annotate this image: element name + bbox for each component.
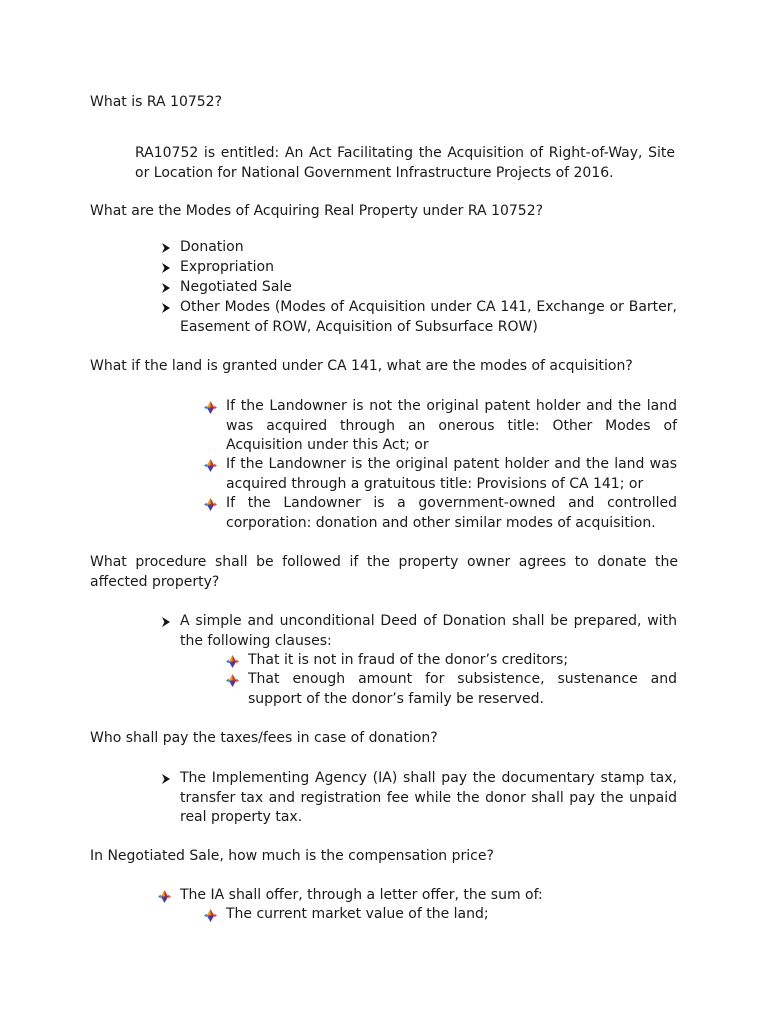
answer-ra-title: RA10752 is entitled: An Act Facilitating the Acquisition of Right-of-Way, Site or Location for National Government Infrastructure Projects of 2016. [135,145,675,181]
list-item: Expropriation [180,259,274,275]
arrow-bullet-icon [160,302,172,314]
list-item: Negotiated Sale [180,279,292,295]
arrow-bullet-icon [160,773,172,785]
diamond-bullet-icon [204,459,217,472]
question-compensation: In Negotiated Sale, how much is the compensation price? [90,848,494,864]
list-item: The IA shall offer, through a letter offer, the sum of: [180,887,543,903]
question-modes: What are the Modes of Acquiring Real Property under RA 10752? [90,203,544,219]
question-donation-procedure: What procedure shall be followed if the property owner agrees to donate the affected property? [90,554,678,590]
diamond-bullet-icon [226,674,239,687]
question-taxes: Who shall pay the taxes/fees in case of donation? [90,730,438,746]
arrow-bullet-icon [160,616,172,628]
diamond-bullet-icon [204,498,217,511]
list-item: If the Landowner is a government-owned and controlled corporation: donation and other similar modes of acquisition. [226,495,677,531]
list-item: The Implementing Agency (IA) shall pay the documentary stamp tax, transfer tax and registration fee while the donor shall pay the unpaid real property tax. [180,770,677,825]
list-item: That it is not in fraud of the donor’s creditors; [248,652,569,668]
arrow-bullet-icon [160,242,172,254]
diamond-bullet-icon [204,401,217,414]
list-item: That enough amount for subsistence, sustenance and support of the donor’s family be reserved. [248,671,677,707]
list-item: Other Modes (Modes of Acquisition under CA 141, Exchange or Barter, Easement of ROW, Acquisition of Subsurface ROW) [180,299,677,335]
list-item: If the Landowner is not the original patent holder and the land was acquired through an onerous title: Other Modes of Acquisition under this Act; or [226,398,677,453]
list-item: If the Landowner is the original patent holder and the land was acquired through a gratuitous title: Provisions of CA 141; or [226,456,677,492]
list-item: The current market value of the land; [226,906,489,922]
diamond-bullet-icon [226,655,239,668]
list-item: Donation [180,239,244,255]
arrow-bullet-icon [160,262,172,274]
diamond-bullet-icon [204,909,217,922]
list-item: A simple and unconditional Deed of Donation shall be prepared, with the following clauses: [180,613,677,649]
question-ca141: What if the land is granted under CA 141, what are the modes of acquisition? [90,358,633,374]
diamond-bullet-icon [158,890,171,903]
question-what-is-ra: What is RA 10752? [90,94,223,110]
arrow-bullet-icon [160,282,172,294]
